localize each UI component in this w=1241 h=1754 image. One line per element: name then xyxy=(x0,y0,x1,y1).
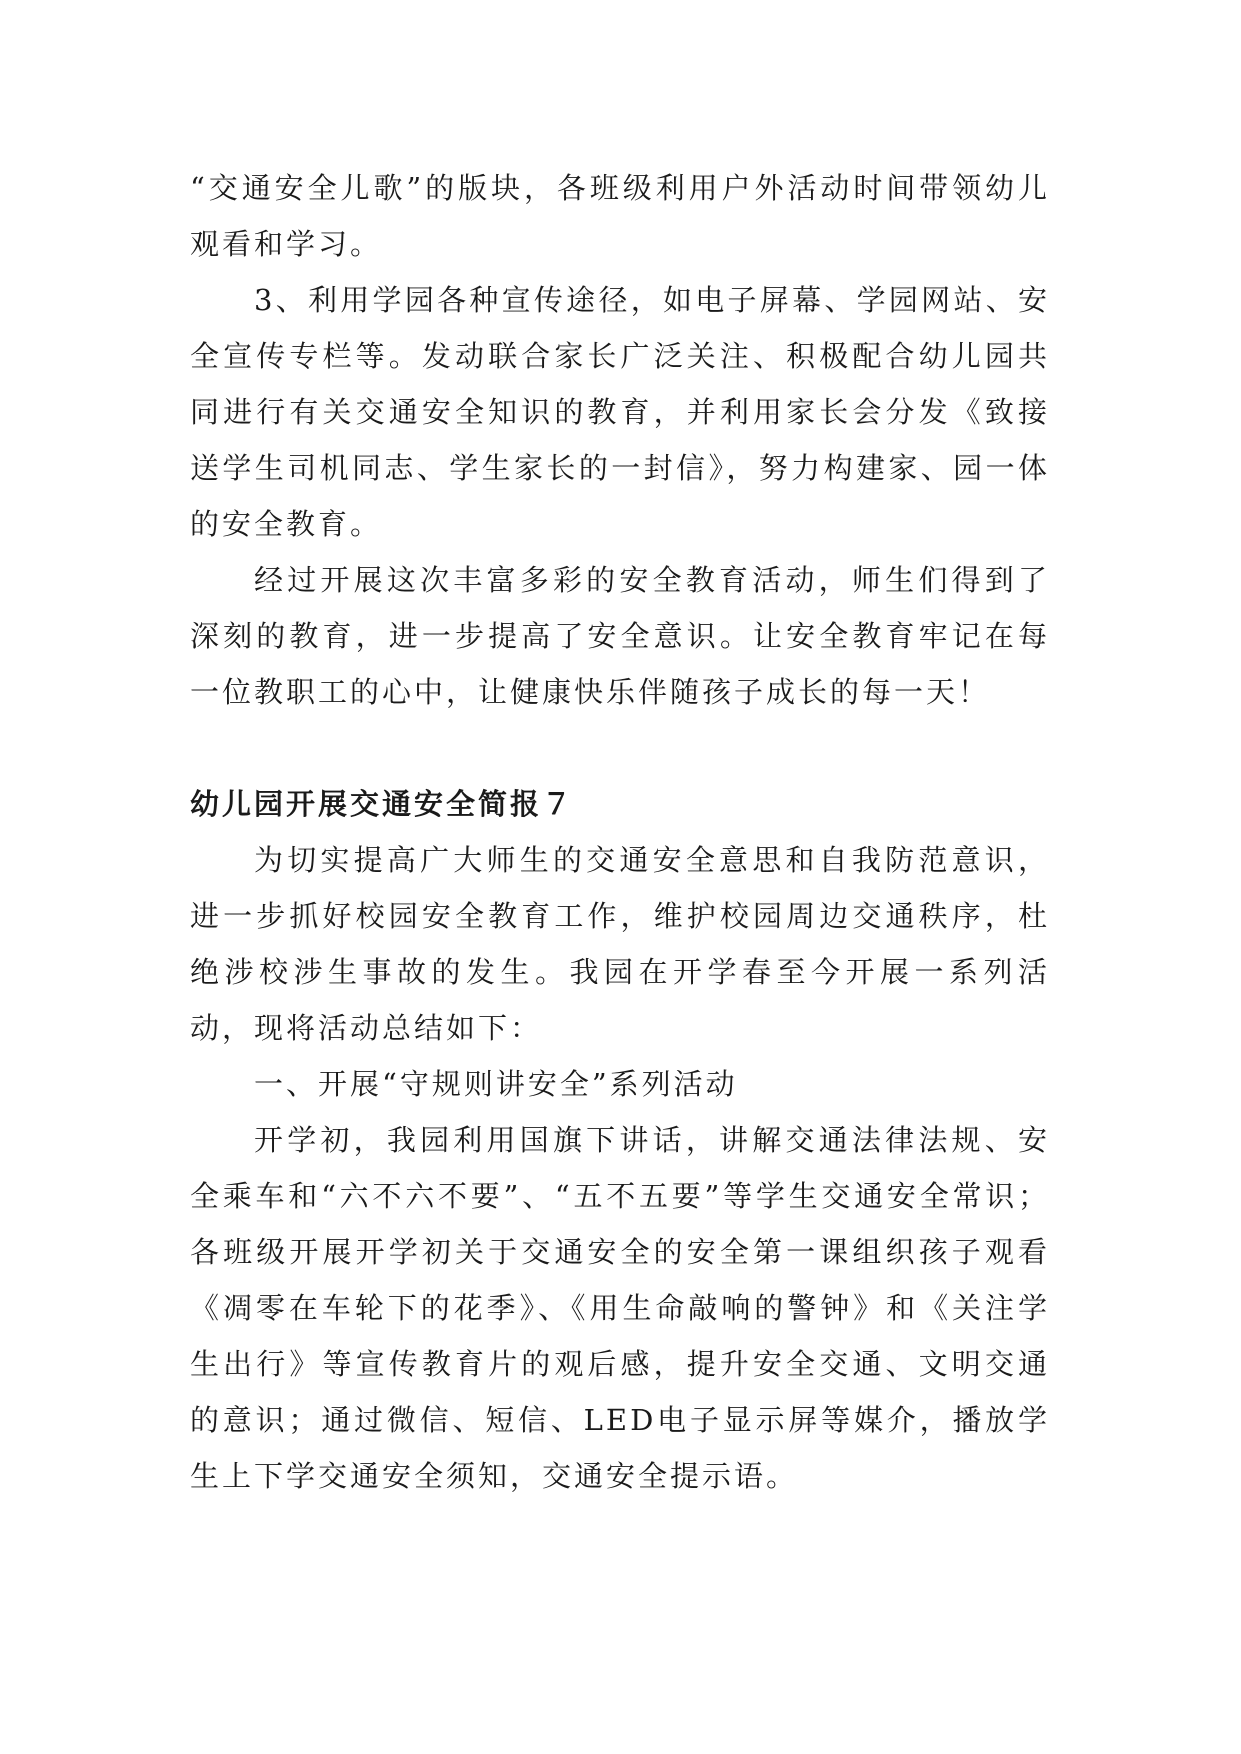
subsection-heading-rules-safety: 一、开展“守规则讲安全”系列活动 xyxy=(254,1067,738,1101)
document-body xyxy=(190,160,1050,1504)
paragraph-semester-start-activities: 开学初，我园利用国旗下讲话，讲解交通法律法规、安全乘车和“六不六不要”、“五不五要”等学生交通安全常识；各班级开展开学初关于交通安全的安全第一课组织孩子观看《凋零在车轮下的花季》、《用生命敲响的警钟》和《关注学生出行》等宣传教育片的观后感，提升安全交通、文明交通的意识；通过微信、短信、LED电子显示屏等媒介，播放学生上下学交通安全须知，交通安全提示语。 xyxy=(190,1123,1050,1493)
paragraph-publicity-channels: 3、利用学园各种宣传途径，如电子屏幕、学园网站、安全宣传专栏等。发动联合家长广泛关注、积极配合幼儿园共同进行有关交通安全知识的教育，并利用家长会分发《致接送学生司机同志、学生家长的一封信》，努力构建家、园一体的安全教育。 xyxy=(190,283,1050,541)
paragraph-children-song-board: “交通安全儿歌”的版块，各班级利用户外活动时间带领幼儿观看和学习。 xyxy=(190,171,1050,261)
paragraph-introduction: 为切实提高广大师生的交通安全意思和自我防范意识，进一步抓好校园安全教育工作，维护校园周边交通秩序，杜绝涉校涉生事故的发生。我园在开学春至今开展一系列活动，现将活动总结如下： xyxy=(190,843,1050,1045)
paragraph-activity-conclusion: 经过开展这次丰富多彩的安全教育活动，师生们得到了深刻的教育，进一步提高了安全意识。让安全教育牢记在每一位教职工的心中，让健康快乐伴随孩子成长的每一天！ xyxy=(190,563,1050,709)
section-heading: 幼儿园开展交通安全简报７ xyxy=(190,787,575,821)
